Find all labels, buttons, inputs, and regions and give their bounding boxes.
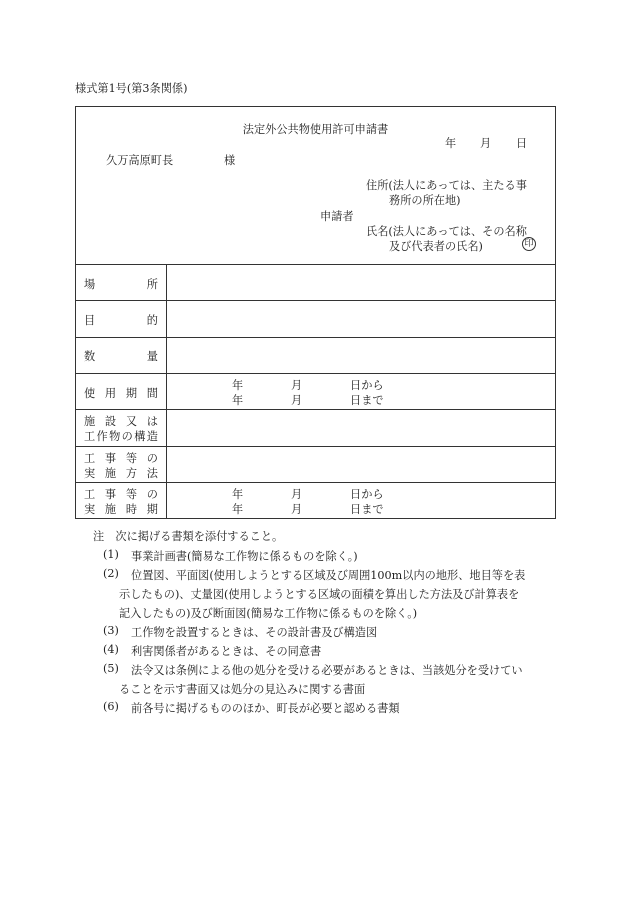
notes-intro: 注 次に掲げる書類を添付すること。 xyxy=(93,530,284,543)
applicant-name-label: 氏名(法人にあっては、その名称 xyxy=(366,225,527,238)
row-label-quantity: 数量 xyxy=(84,350,158,363)
form-title: 法定外公共物使用許可申請書 xyxy=(242,123,389,136)
date-year[interactable]: 年 xyxy=(445,137,457,150)
row-label-location: 場所 xyxy=(84,278,158,291)
note-number: (6) xyxy=(103,700,119,713)
period-from-day: 日から xyxy=(350,379,384,392)
application-form xyxy=(75,106,556,519)
row-label-structure: 施設又は xyxy=(84,415,158,428)
note-text: 利害関係者があるときは、その同意書 xyxy=(131,645,322,658)
applicant-label: 申請者 xyxy=(320,210,354,223)
applicant-name-label-cont: 及び代表者の氏名) xyxy=(389,240,483,253)
note-text: 法令又は条例による他の処分を受ける必要があるときは、当該処分を受けてい xyxy=(131,664,523,677)
note-number: (4) xyxy=(103,643,119,656)
date-day[interactable]: 日 xyxy=(516,137,528,150)
row-label-period: 使用期間 xyxy=(84,387,158,400)
row-label-timing-cont: 実施時期 xyxy=(84,503,158,516)
period-from-month: 月 xyxy=(291,379,303,392)
row-divider xyxy=(76,373,555,374)
timing-until-year: 年 xyxy=(232,503,244,516)
timing-from-month: 月 xyxy=(291,488,303,501)
note-text: 位置図、平面図(使用しようとする区域及び周囲100m以内の地形、地目等を表 xyxy=(131,569,526,582)
note-text-cont: 記入したもの)及び断面図(簡易な工作物に係るものを除く。) xyxy=(119,607,418,620)
timing-from-day: 日から xyxy=(350,488,384,501)
period-until-day: 日まで xyxy=(350,394,384,407)
note-number: (2) xyxy=(103,567,119,580)
note-number: (3) xyxy=(103,624,119,637)
period-until-month: 月 xyxy=(291,394,303,407)
addressee-honorific: 様 xyxy=(224,154,236,167)
row-label-method: 工事等の xyxy=(84,452,158,465)
seal-mark: 印 xyxy=(522,237,536,251)
addressee-name: 久万高原町長 xyxy=(106,154,174,167)
column-divider xyxy=(166,264,167,519)
period-until-year: 年 xyxy=(232,394,244,407)
row-divider xyxy=(76,482,555,483)
note-text-cont: ることを示す書面又は処分の見込みに関する書面 xyxy=(119,683,366,696)
note-text: 事業計画書(簡易な工作物に係るものを除く。) xyxy=(131,550,358,563)
note-text: 前各号に掲げるもののほか、町長が必要と認める書類 xyxy=(131,702,400,715)
method-field[interactable] xyxy=(168,447,553,481)
quantity-field[interactable] xyxy=(168,338,553,372)
timing-until-day: 日まで xyxy=(350,503,384,516)
timing-until-month: 月 xyxy=(291,503,303,516)
applicant-address-label: 住所(法人にあっては、主たる事 xyxy=(366,179,527,192)
timing-from-year: 年 xyxy=(232,488,244,501)
location-field[interactable] xyxy=(168,265,553,299)
row-label-purpose: 目的 xyxy=(84,314,158,327)
note-text-cont: 示したもの)、丈量図(使用しようとする区域の面積を算出した方法及び計算表を xyxy=(119,588,520,601)
date-month[interactable]: 月 xyxy=(480,137,492,150)
note-text: 工作物を設置するときは、その設計書及び構造図 xyxy=(131,626,378,639)
applicant-address-label-cont: 務所の所在地) xyxy=(389,194,461,207)
structure-field[interactable] xyxy=(168,410,553,445)
row-label-structure-cont: 工作物の構造 xyxy=(84,430,158,443)
purpose-field[interactable] xyxy=(168,301,553,336)
note-number: (5) xyxy=(103,662,119,675)
note-number: (1) xyxy=(103,548,119,561)
row-label-timing: 工事等の xyxy=(84,488,158,501)
form-number: 様式第1号(第3条関係) xyxy=(75,82,188,95)
row-label-method-cont: 実施方法 xyxy=(84,467,158,480)
period-from-year: 年 xyxy=(232,379,244,392)
